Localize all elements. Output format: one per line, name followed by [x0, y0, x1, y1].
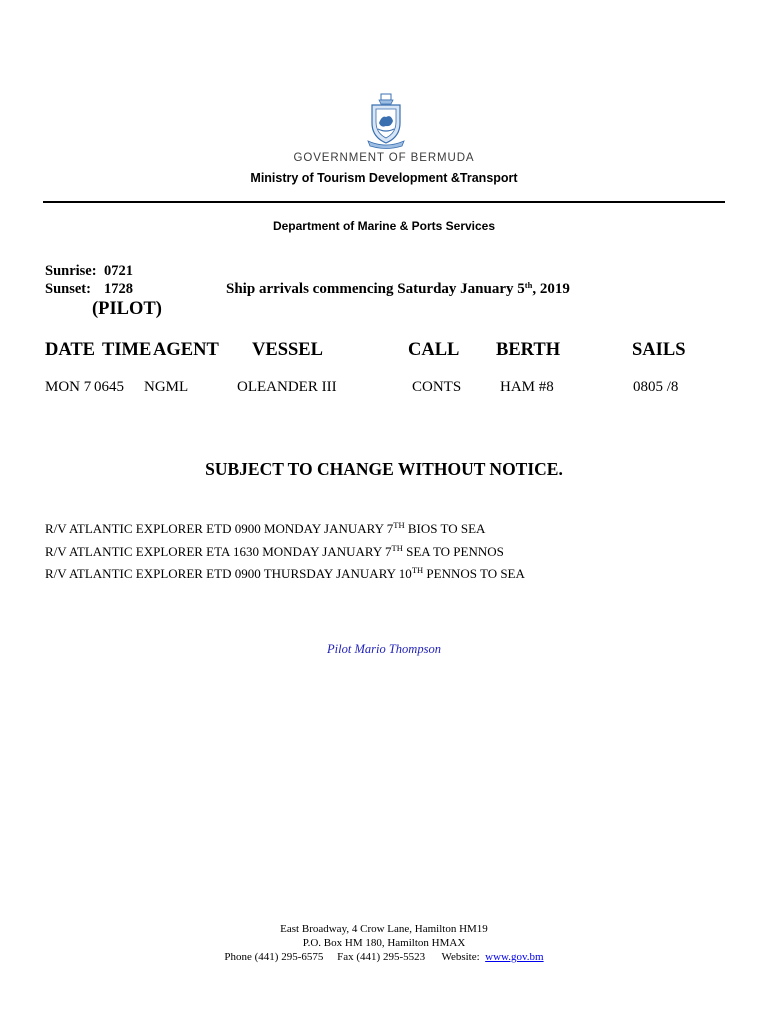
col-header-sails: SAILS	[632, 340, 686, 360]
col-header-date: DATE	[45, 340, 96, 360]
footer-contact-line	[0, 951, 768, 963]
cell-berth: HAM #8	[500, 379, 554, 395]
sunrise-value: 0721	[104, 263, 133, 279]
col-header-time: TIME	[102, 340, 152, 360]
bermuda-crest-icon	[364, 93, 408, 149]
notice-text: SUBJECT TO CHANGE WITHOUT NOTICE.	[205, 459, 563, 479]
sunrise-label: Sunrise:	[45, 263, 97, 279]
arrivals-heading: Ship arrivals commencing Saturday January 5th, 2019	[226, 280, 570, 297]
col-header-vessel: VESSEL	[252, 340, 323, 360]
col-header-berth: BERTH	[496, 340, 561, 360]
footer-phone: Phone (441) 295-6575	[224, 951, 324, 963]
department-name: Department of Marine & Ports Services	[272, 219, 496, 233]
pilot-signature: Pilot Mario Thompson	[327, 642, 441, 656]
website-link[interactable]: www.gov.bm	[485, 951, 544, 963]
cell-vessel: OLEANDER III	[237, 379, 337, 395]
col-header-call: CALL	[408, 340, 460, 360]
cell-sails: 0805 /8	[633, 379, 679, 395]
cell-call: CONTS	[412, 379, 462, 395]
footer-address-line1: East Broadway, 4 Crow Lane, Hamilton HM19	[280, 923, 488, 935]
footer-fax: Fax (441) 295-5523	[337, 951, 426, 963]
list-item: R/V ATLANTIC EXPLORER ETD 0900 MONDAY JANUARY 7TH BIOS TO SEA	[45, 520, 486, 536]
footer-address-line2: P.O. Box HM 180, Hamilton HMAX	[302, 937, 466, 949]
col-header-agent: AGENT	[153, 340, 219, 360]
cell-time: 0645	[94, 379, 124, 395]
cell-agent: NGML	[144, 379, 189, 395]
list-item: R/V ATLANTIC EXPLORER ETD 0900 THURSDAY JANUARY 10TH PENNOS TO SEA	[45, 565, 525, 581]
sunset-label: Sunset:	[45, 281, 91, 297]
header-divider	[43, 201, 725, 203]
cell-date: MON 7	[45, 379, 92, 395]
list-item: R/V ATLANTIC EXPLORER ETA 1630 MONDAY JANUARY 7TH SEA TO PENNOS	[45, 543, 504, 559]
ministry-name: Ministry of Tourism Development &Transport	[250, 171, 518, 185]
government-name: GOVERNMENT OF BERMUDA	[293, 152, 475, 164]
pilot-tag: (PILOT)	[92, 299, 162, 319]
sunset-value: 1728	[104, 281, 133, 297]
footer-website-label: Website:	[441, 951, 480, 963]
